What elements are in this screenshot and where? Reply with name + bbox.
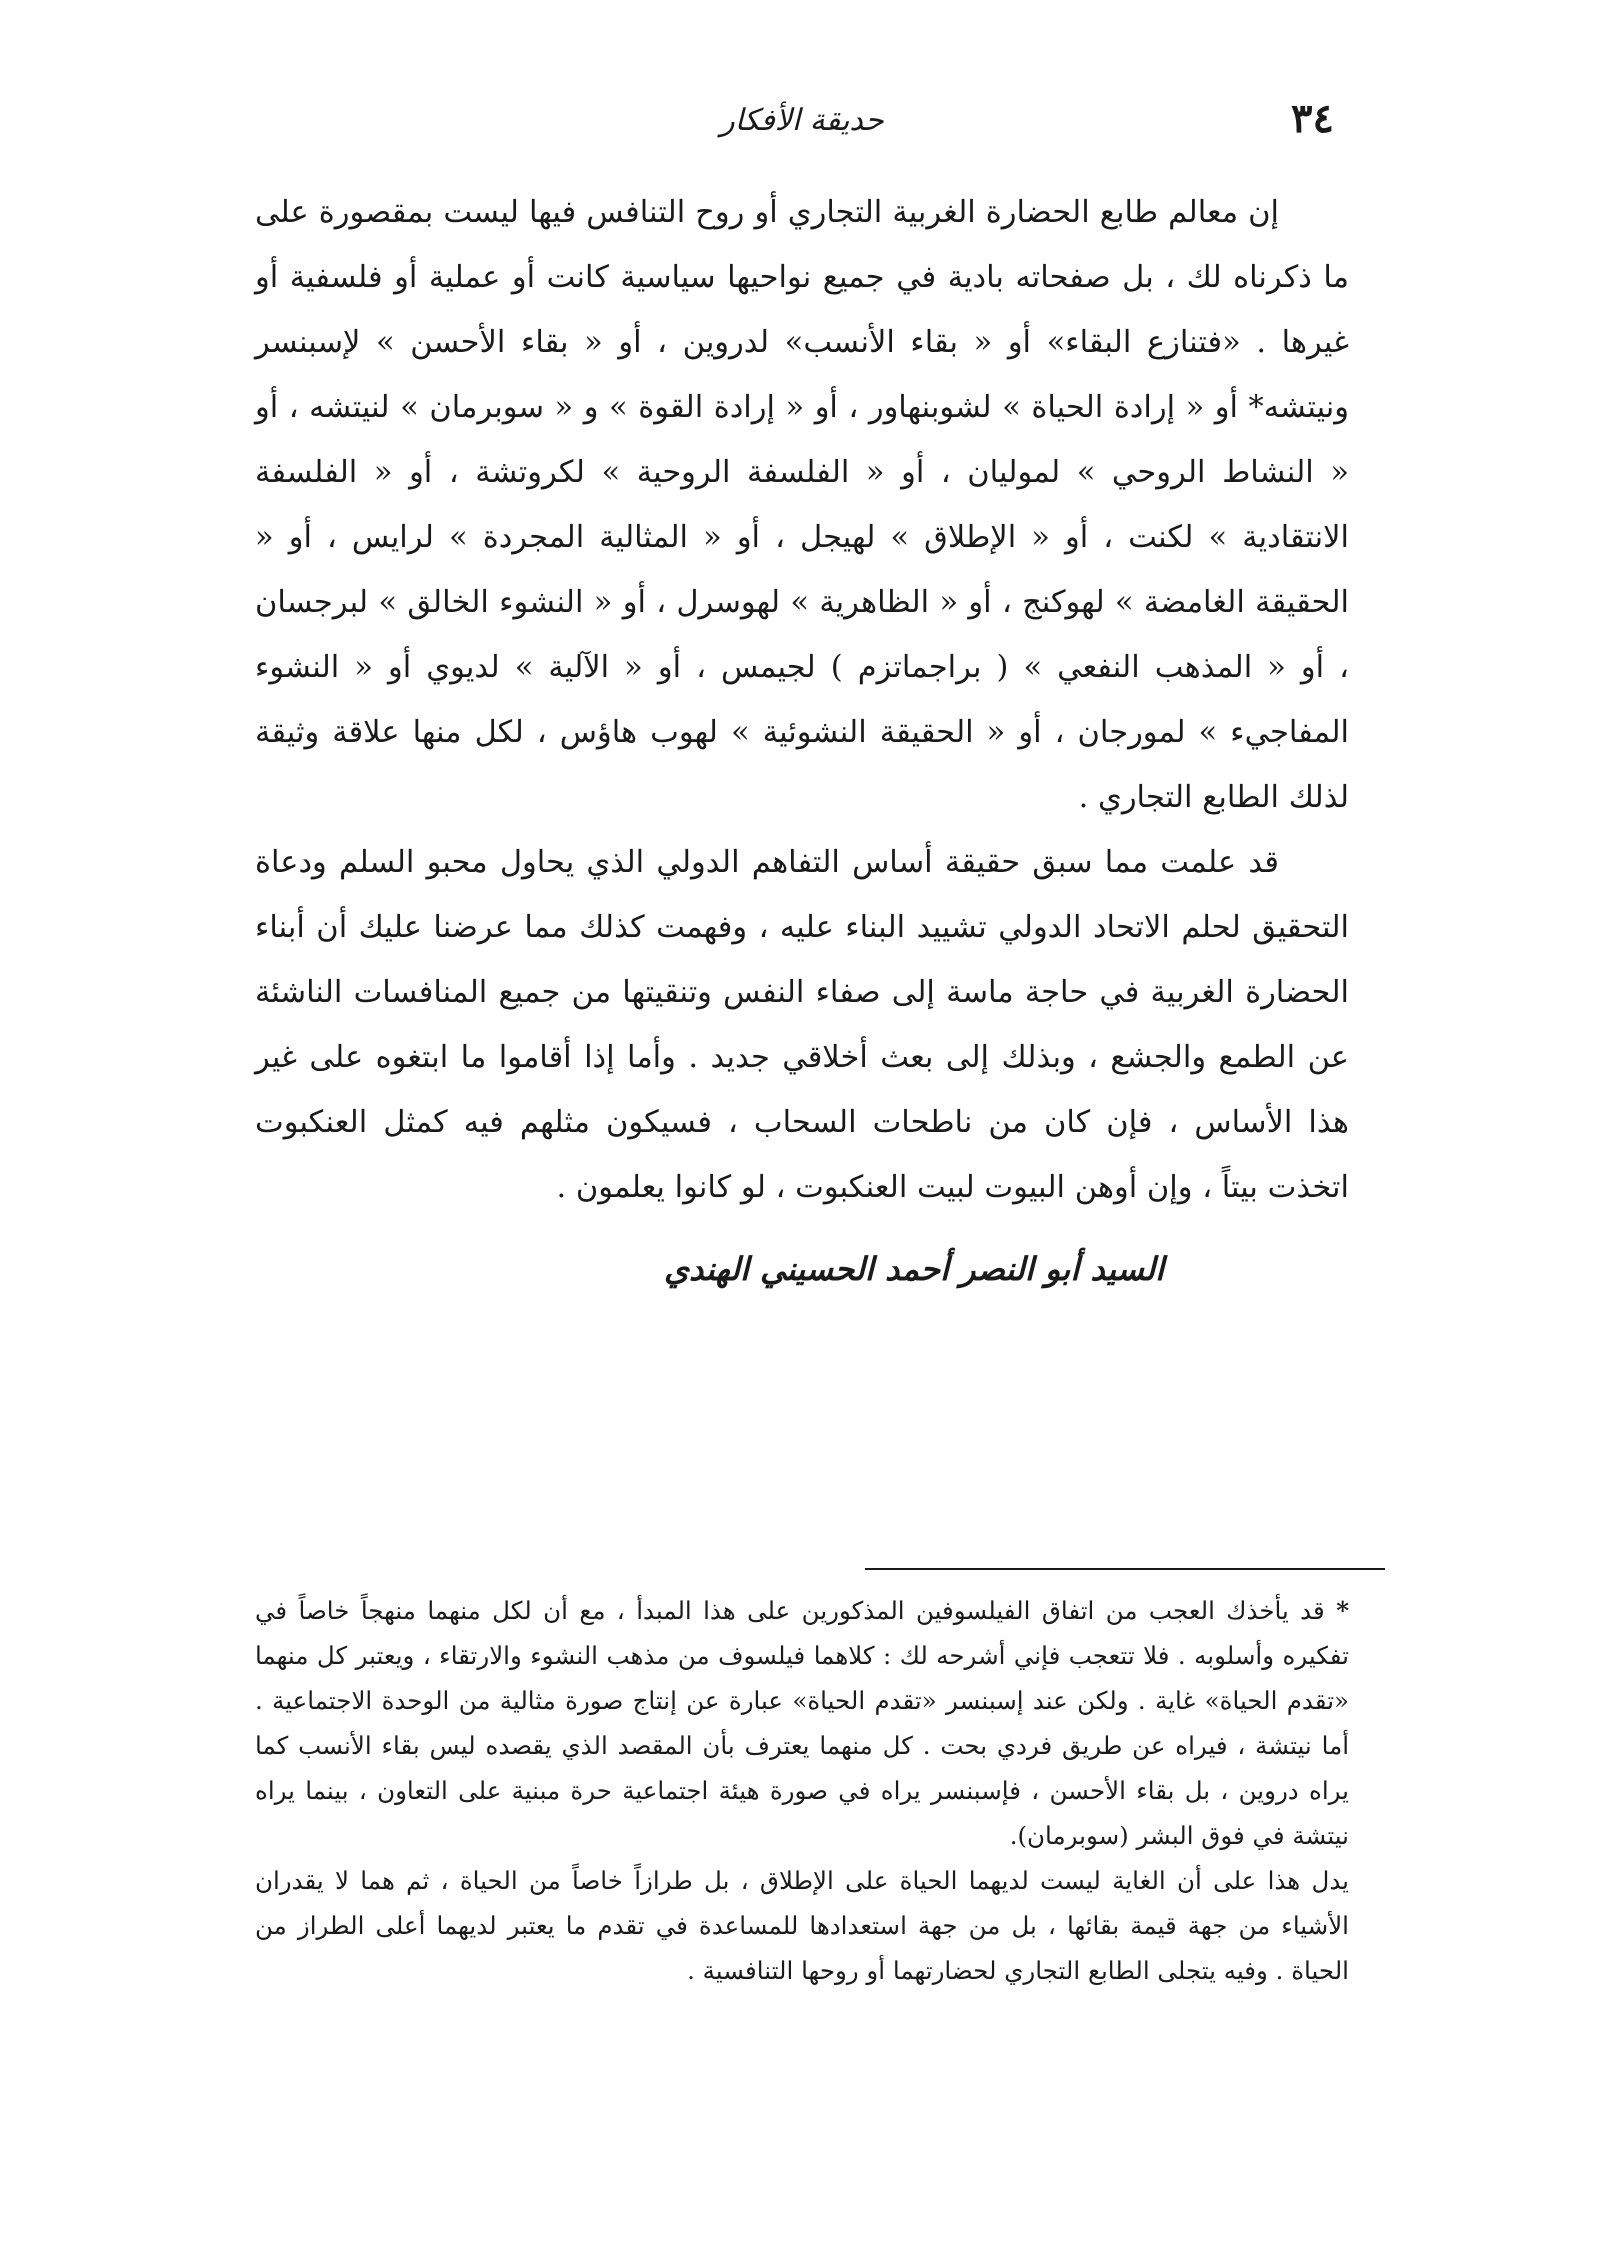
footnote-1 [255, 1588, 1349, 1858]
footnote-marker: * [1336, 1596, 1349, 1625]
page-header [270, 95, 1334, 155]
running-title: حديقة الأفكار [720, 103, 884, 138]
paragraph-2: قد علمت مما سبق حقيقة أساس التفاهم الدولي الذي يحاول محبو السلم ودعاة التحقيق لحلم الاتحاد الدولي تشييد البناء عليه ، وفهمت كذلك مما عرضنا عليك أن أبناء الحضارة الغربية في حاجة ماسة إلى صفاء النفس وتنقيتها من جميع المنافسات الناشئة عن الطمع والجشع ، وبذلك إلى بعث أخلاقي جديد . وأما إذا أقاموا ما ابتغوه على غير هذا الأساس ، فإن كان من ناطحات السحاب ، فسيكون مثلهم فيه كمثل العنكبوت اتخذت بيتاً ، وإن أوهن البيوت لبيت العنكبوت ، لو كانوا يعلمون . [255, 845, 1349, 1205]
page-number: ٣٤ [1291, 95, 1334, 142]
footnotes [255, 1588, 1349, 1993]
footnote-2: يدل هذا على أن الغاية ليست لديهما الحياة على الإطلاق ، بل طرازاً خاصاً من الحياة ، ثم هما لا يقدران الأشياء من جهة قيمة بقائها ، بل من جهة استعدادها للمساعدة في تقدم ما يعتبر لديهما أعلى الطراز من الحياة . وفيه يتجلى الطابع التجاري لحضارتهما أو روحها التنافسية . [255, 1866, 1349, 1985]
author-signature: السيد أبو النصر أحمد الحسيني الهندي [663, 1250, 1164, 1288]
footnote-divider [865, 1568, 1385, 1570]
footnote-1-text: قد يأخذك العجب من اتفاق الفيلسوفين المذكورين على هذا المبدأ ، مع أن لكل منهما منهجاً خاصاً في تفكيره وأسلوبه . فلا تتعجب فإني أشرحه لك : كلاهما فيلسوف من مذهب النشوء والارتقاء ، ويعتبر كل منهما «تقدم الحياة» غاية . ولكن عند إسبنسر «تقدم الحياة» عبارة عن إنتاج صورة مثالية من الوحدة الاجتماعية . أما نيتشة ، فيراه عن طريق فردي بحت . كل منهما يعترف بأن المقصد الذي يقصده ليس بقاء الأنسب كما يراه دروين ، بل بقاء الأحسن ، فإسبنسر يراه في صورة هيئة اجتماعية حرة مبنية على التعاون ، بينما يراه نيتشة في فوق البشر (سوبرمان). [255, 1596, 1349, 1850]
main-text [255, 180, 1349, 1220]
paragraph-1: إن معالم طابع الحضارة الغربية التجاري أو روح التنافس فيها ليست بمقصورة على ما ذكرناه لك ، بل صفحاته بادية في جميع نواحيها سياسية كانت أو عملية أو فلسفية أو غيرها . «فتنازع البقاء» أو « بقاء الأنسب» لدروين ، أو « بقاء الأحسن » لإسبنسر ونيتشه* أو « إرادة الحياة » لشوبنهاور ، أو « إرادة القوة » و « سوبرمان » لنيتشه ، أو « النشاط الروحي » لموليان ، أو « الفلسفة الروحية » لكروتشة ، أو « الفلسفة الانتقادية » لكنت ، أو « الإطلاق » لهيجل ، أو « المثالية المجردة » لرايس ، أو « الحقيقة الغامضة » لهوكنج ، أو « الظاهرية » لهوسرل ، أو « النشوء الخالق » لبرجسان ، أو « المذهب النفعي » ( براجماتزم ) لجيمس ، أو « الآلية » لديوي أو « النشوء المفاجيء » لمورجان ، أو « الحقيقة النشوئية » لهوب هاؤس ، لكل منها علاقة وثيقة لذلك الطابع التجاري . [255, 195, 1349, 815]
